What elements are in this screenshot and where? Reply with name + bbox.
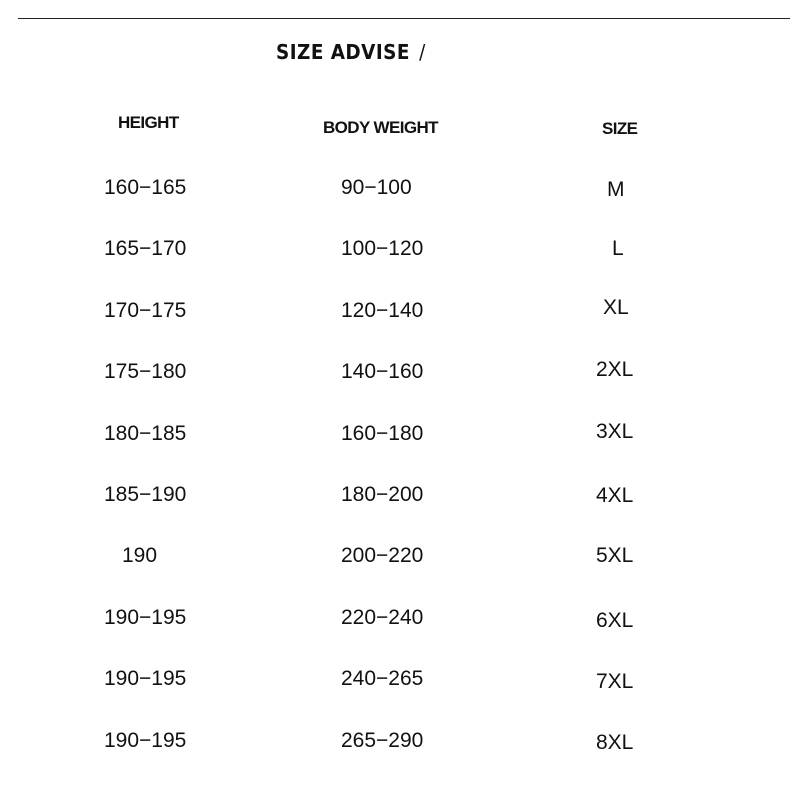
height-cell: 170−175	[104, 299, 187, 322]
weight-cell: 180−200	[341, 483, 424, 506]
size-cell: XL	[603, 296, 629, 319]
title-slash: /	[419, 40, 426, 64]
height-cell: 190−195	[104, 606, 187, 629]
weight-cell: 200−220	[341, 544, 424, 567]
weight-cell: 160−180	[341, 422, 424, 445]
height-cell: 190−195	[104, 729, 187, 752]
size-cell: M	[607, 178, 625, 201]
column-header-height: HEIGHT	[118, 113, 179, 132]
size-cell: L	[612, 237, 624, 260]
size-cell: 7XL	[596, 670, 634, 693]
height-cell: 175−180	[104, 360, 187, 383]
column-header-body-weight: BODY WEIGHT	[323, 118, 438, 137]
size-cell: 6XL	[596, 609, 634, 632]
height-cell: 165−170	[104, 237, 187, 260]
height-cell: 160−165	[104, 176, 187, 199]
size-cell: 2XL	[596, 358, 634, 381]
size-cell: 8XL	[596, 731, 634, 754]
weight-cell: 220−240	[341, 606, 424, 629]
height-cell: 180−185	[104, 422, 187, 445]
size-cell: 4XL	[596, 484, 634, 507]
height-cell: 190−195	[104, 667, 187, 690]
height-cell: 190	[122, 544, 158, 567]
title-text: SIZE ADVISE	[276, 40, 410, 64]
weight-cell: 120−140	[341, 299, 424, 322]
weight-cell: 90−100	[341, 176, 412, 199]
weight-cell: 140−160	[341, 360, 424, 383]
weight-cell: 100−120	[341, 237, 424, 260]
weight-cell: 240−265	[341, 667, 424, 690]
size-cell: 3XL	[596, 420, 634, 443]
size-cell: 5XL	[596, 544, 634, 567]
weight-cell: 265−290	[341, 729, 424, 752]
height-cell: 185−190	[104, 483, 187, 506]
column-header-size: SIZE	[602, 119, 638, 138]
